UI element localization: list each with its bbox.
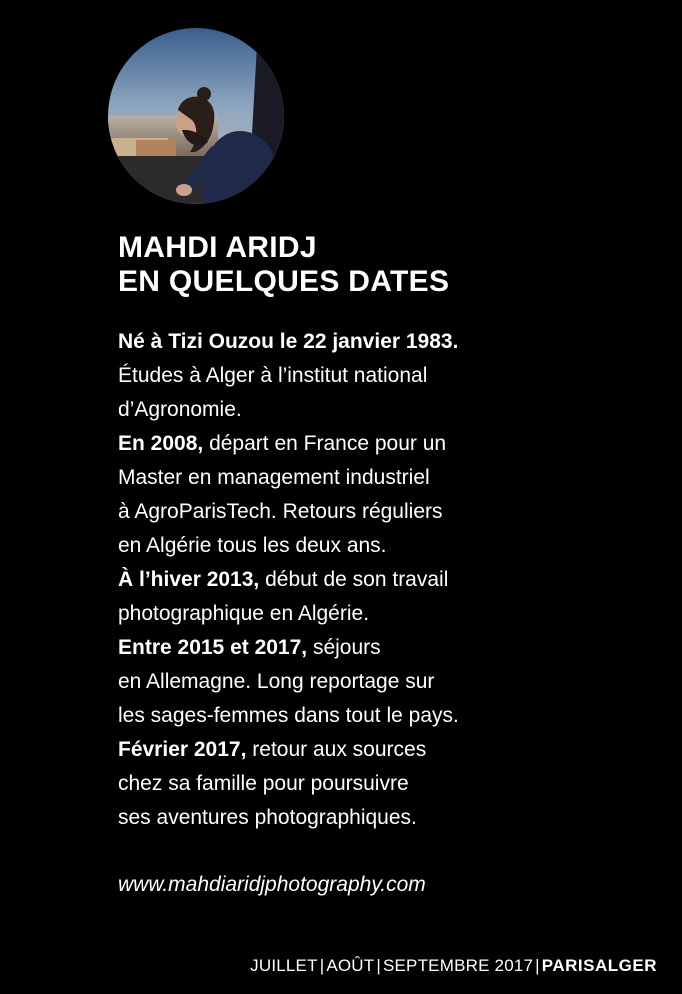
bio-line-2017: [118, 733, 638, 767]
bio-line: Études à Alger à l’institut national: [118, 364, 428, 387]
bio-line: chez sa famille pour poursuivre: [118, 772, 409, 795]
footer-month-august: AOÛT: [326, 956, 375, 975]
bio-line: les sages-femmes dans tout le pays.: [118, 704, 459, 727]
website-url: www.mahdiaridjphotography.com: [118, 873, 426, 896]
bio-line-2008: [118, 427, 638, 461]
bio-text: retour aux sources: [246, 738, 427, 761]
footer-separator: |: [535, 956, 540, 975]
bio-line: ses aventures photographiques.: [118, 806, 417, 829]
title-line-2: EN QUELQUES DATES: [118, 265, 450, 298]
bio-line-2013: [118, 563, 638, 597]
bio-date-2008: En 2008,: [118, 432, 204, 455]
bio-line: en Algérie tous les deux ans.: [118, 534, 387, 557]
footer-month-september: SEPTEMBRE 2017: [382, 956, 534, 975]
bio-line: en Allemagne. Long reportage sur: [118, 670, 435, 693]
bio-line: d’Agronomie.: [118, 398, 242, 421]
bio-line-2015: [118, 631, 638, 665]
bio-line-birth: Né à Tizi Ouzou le 22 janvier 1983.: [118, 330, 459, 353]
author-portrait: [108, 28, 284, 204]
page-title: [118, 231, 449, 299]
bio-text: séjours: [307, 636, 381, 659]
bio-date-2013: À l’hiver 2013,: [118, 568, 260, 591]
bio-date-2015: Entre 2015 et 2017,: [118, 636, 308, 659]
bio-text: début de son travail: [259, 568, 449, 591]
portrait-photo: [108, 28, 284, 204]
bio-line: à AgroParisTech. Retours réguliers: [118, 500, 443, 523]
footer-month-july: JUILLET: [250, 956, 318, 975]
biography: [118, 325, 638, 835]
bio-date-2017: Février 2017,: [118, 738, 247, 761]
issue-footer: [250, 953, 657, 979]
footer-separator: |: [319, 956, 325, 975]
bio-line: Master en management industriel: [118, 466, 430, 489]
bio-text: départ en France pour un: [203, 432, 447, 455]
magazine-brand: PARISALGER: [541, 956, 657, 975]
footer-separator: |: [376, 956, 381, 975]
title-line-1: MAHDI ARIDJ: [118, 231, 317, 264]
bio-line: photographique en Algérie.: [118, 602, 370, 625]
